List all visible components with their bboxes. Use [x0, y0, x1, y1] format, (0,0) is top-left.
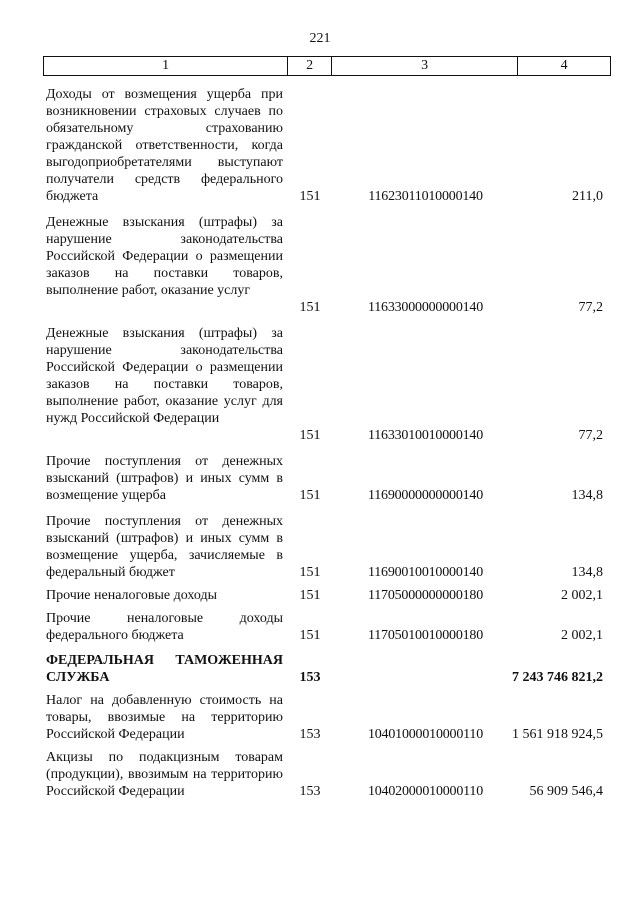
row-amount: 134,8 [571, 565, 603, 580]
row-budget-code: 11633010010000140 [367, 428, 484, 443]
row-description: Прочие поступления от денежных взысканий (штрафов) и иных сумм в возмещение ущерба, зачисляемые в федеральный бюджет [46, 514, 283, 580]
row-amount: 134,8 [571, 488, 603, 503]
row-amount: 56 909 546,4 [529, 784, 603, 799]
row-amount: 1 561 918 924,5 [512, 727, 603, 742]
row-description: Прочие неналоговые доходы федерального бюджета [46, 611, 283, 643]
table-row [43, 325, 611, 445]
table-row [43, 86, 611, 206]
row-amount: 211,0 [572, 189, 603, 204]
header-col-3: 3 [332, 57, 518, 75]
row-amount: 7 243 746 821,2 [512, 670, 603, 685]
table-row-section [43, 652, 611, 686]
table-row [43, 692, 611, 743]
page-number: 221 [309, 31, 331, 46]
table-header [43, 56, 611, 76]
row-admin-code: 153 [299, 727, 321, 742]
table-row [43, 587, 611, 604]
table-row [43, 610, 611, 644]
row-budget-code: 11705010010000180 [367, 628, 484, 643]
table-row [43, 513, 611, 581]
row-admin-code: 151 [299, 300, 321, 315]
header-col-2: 2 [288, 57, 332, 75]
row-description: Денежные взыскания (штрафы) за нарушение законодательства Российской Федерации о размещении заказов на поставки товаров, выполнение работ, оказание услуг для нужд Российской Федерации [46, 326, 283, 426]
row-description: Прочие неналоговые доходы [46, 588, 218, 603]
row-budget-code: 11623011010000140 [368, 189, 483, 204]
row-budget-code: 11690010010000140 [367, 565, 484, 580]
row-admin-code: 153 [299, 784, 321, 799]
row-description: Акцизы по подакцизным товарам (продукции), ввозимым на территорию Российской Федерации [46, 750, 283, 799]
row-description: Налог на добавленную стоимость на товары, ввозимые на территорию Российской Федерации [46, 693, 283, 742]
row-amount: 77,2 [578, 428, 603, 443]
row-admin-code: 151 [299, 428, 321, 443]
row-budget-code: 11690000000000140 [367, 488, 484, 503]
row-budget-code: 11705000000000180 [367, 588, 484, 603]
row-admin-code: 151 [299, 488, 321, 503]
table-row [43, 214, 611, 316]
row-admin-code: 151 [299, 565, 321, 580]
row-budget-code: 11633000000000140 [367, 300, 484, 315]
row-description: Прочие поступления от денежных взысканий (штрафов) и иных сумм в возмещение ущерба [46, 454, 283, 503]
row-admin-code: 153 [299, 670, 321, 685]
table-row [43, 749, 611, 800]
row-amount: 77,2 [578, 300, 603, 315]
row-admin-code: 151 [299, 628, 321, 643]
row-description: Доходы от возмещения ущерба при возникновении страховых случаев по обязательному страхованию гражданской ответственности, когда выгодоприобретателями выступают получатели средств федерального бюджета [46, 87, 283, 204]
header-col-4: 4 [560, 58, 568, 73]
row-description: ФЕДЕРАЛЬНАЯ ТАМОЖЕННАЯ СЛУЖБА [46, 653, 283, 685]
row-amount: 2 002,1 [561, 588, 603, 603]
row-admin-code: 151 [299, 189, 321, 204]
row-budget-code: 10402000010000110 [367, 784, 484, 799]
header-col-1: 1 [44, 57, 288, 75]
table-row [43, 453, 611, 504]
row-description: Денежные взыскания (штрафы) за нарушение законодательства Российской Федерации о размещении заказов на поставки товаров, выполнение работ, оказание услуг [46, 215, 283, 298]
row-amount: 2 002,1 [561, 628, 603, 643]
row-admin-code: 151 [299, 588, 321, 603]
row-budget-code: 10401000010000110 [367, 727, 484, 742]
